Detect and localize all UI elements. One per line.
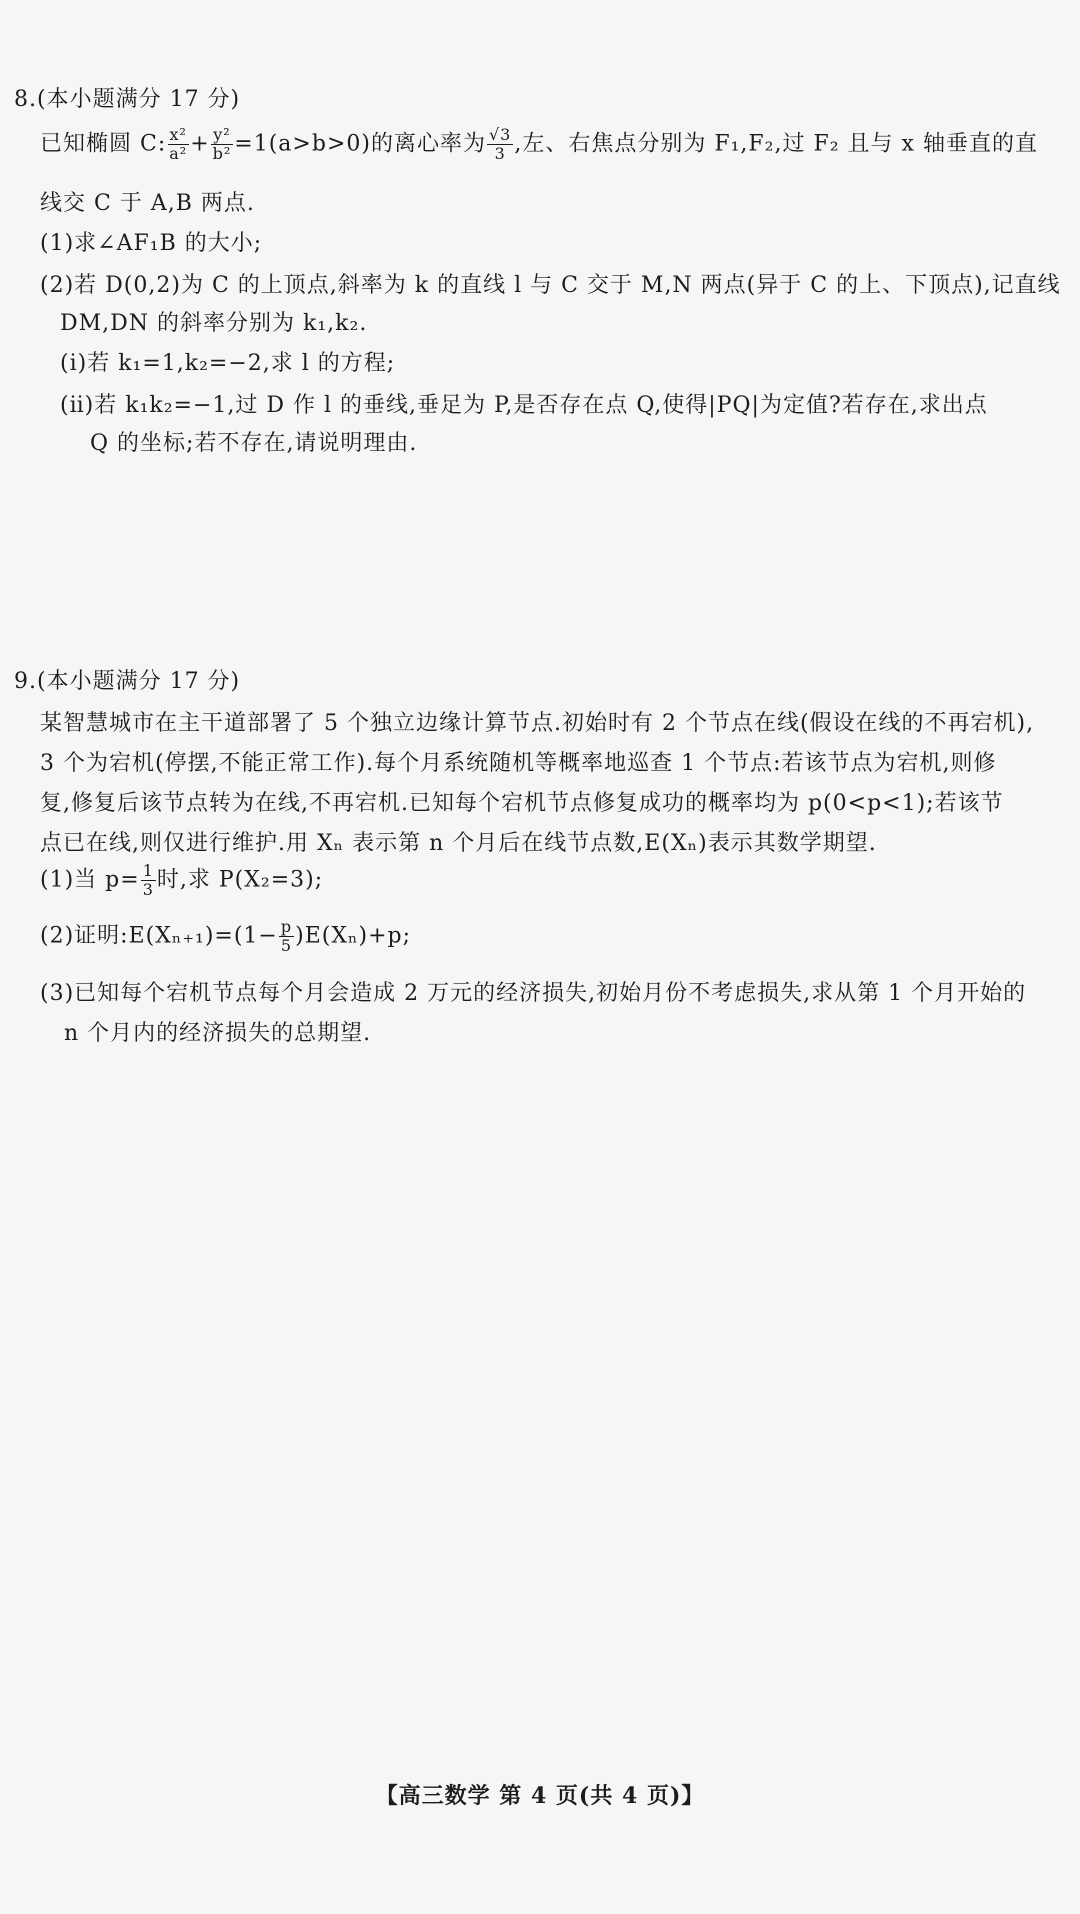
q9-part-3: (3)已知每个宕机节点每个月会造成 2 万元的经济损失,初始月份不考虑损失,求从第 1 个月开始的	[40, 981, 1027, 1006]
frac-den: 3	[142, 880, 154, 899]
plus-sign: +	[190, 131, 210, 157]
q8-header: 8.(本小题满分 17 分)	[14, 87, 241, 112]
fraction-1-3	[141, 862, 156, 899]
q8-part-2: (2)若 D(0,2)为 C 的上顶点,斜率为 k 的直线 l 与 C 交于 M,N 两点(异于 C 的上、下顶点),记直线	[40, 273, 1061, 298]
frac-num: √3	[488, 125, 512, 144]
q9-part-2	[40, 918, 411, 955]
q9-line-2: 3 个为宕机(停摆,不能正常工作).每个月系统随机等概率地巡查 1 个节点:若该节点为宕机,则修	[40, 751, 997, 776]
q8-subpart-ii-cont: Q 的坐标;若不存在,请说明理由.	[90, 431, 418, 456]
frac-num: 1	[142, 861, 154, 880]
q8-part-1: (1)求∠AF₁B 的大小;	[40, 231, 263, 256]
fraction-x2-a2	[167, 126, 189, 163]
fraction-sqrt3-3	[487, 126, 513, 163]
q8-subpart-ii: (ⅱ)若 k₁k₂=−1,过 D 作 l 的垂线,垂足为 P,是否存在点 Q,使得|PQ|为定值?若存在,求出点	[60, 393, 988, 418]
q9-text: (2)证明:E(Xₙ₊₁)=(1−	[40, 923, 278, 949]
q8-part-2-cont: DM,DN 的斜率分别为 k₁,k₂.	[60, 311, 368, 336]
frac-num: p	[280, 917, 293, 936]
frac-den: 5	[280, 936, 293, 955]
q9-part-3-cont: n 个月内的经济损失的总期望.	[64, 1021, 372, 1046]
q8-line-1	[40, 126, 1038, 163]
q9-part-1	[40, 862, 323, 899]
q9-line-4: 点已在线,则仅进行维护.用 Xₙ 表示第 n 个月后在线节点数,E(Xₙ)表示其数学期望.	[40, 831, 877, 856]
fraction-y2-b2	[211, 126, 234, 163]
q9-text: )E(Xₙ)+p;	[295, 923, 412, 949]
q8-line-2: 线交 C 于 A,B 两点.	[40, 191, 255, 216]
q9-line-1: 某智慧城市在主干道部署了 5 个独立边缘计算节点.初始时有 2 个节点在线(假设在线的不再宕机),	[40, 711, 1035, 736]
q9-line-3: 复,修复后该节点转为在线,不再宕机.已知每个宕机节点修复成功的概率均为 p(0<p<1);若该节	[40, 791, 1004, 816]
frac-den: 3	[494, 144, 506, 163]
frac-den: b²	[212, 144, 232, 163]
frac-den: a²	[169, 144, 188, 163]
q9-header: 9.(本小题满分 17 分)	[14, 669, 241, 694]
q9-text: (1)当 p=	[40, 867, 140, 893]
q8-subpart-i: (ⅰ)若 k₁=1,k₂=−2,求 l 的方程;	[60, 351, 396, 376]
frac-num: y²	[213, 125, 231, 144]
q9-text: 时,求 P(X₂=3);	[156, 867, 324, 893]
fraction-p-5	[279, 918, 294, 955]
q8-text: 已知椭圆 C:	[40, 131, 167, 157]
q8-text: =1(a>b>0)的离心率为	[234, 131, 486, 157]
q8-text: ,左、右焦点分别为 F₁,F₂,过 F₂ 且与 x 轴垂直的直	[514, 131, 1038, 157]
frac-num: x²	[169, 125, 187, 144]
page-footer: 【高三数学 第 4 页(共 4 页)】	[375, 1783, 705, 1809]
